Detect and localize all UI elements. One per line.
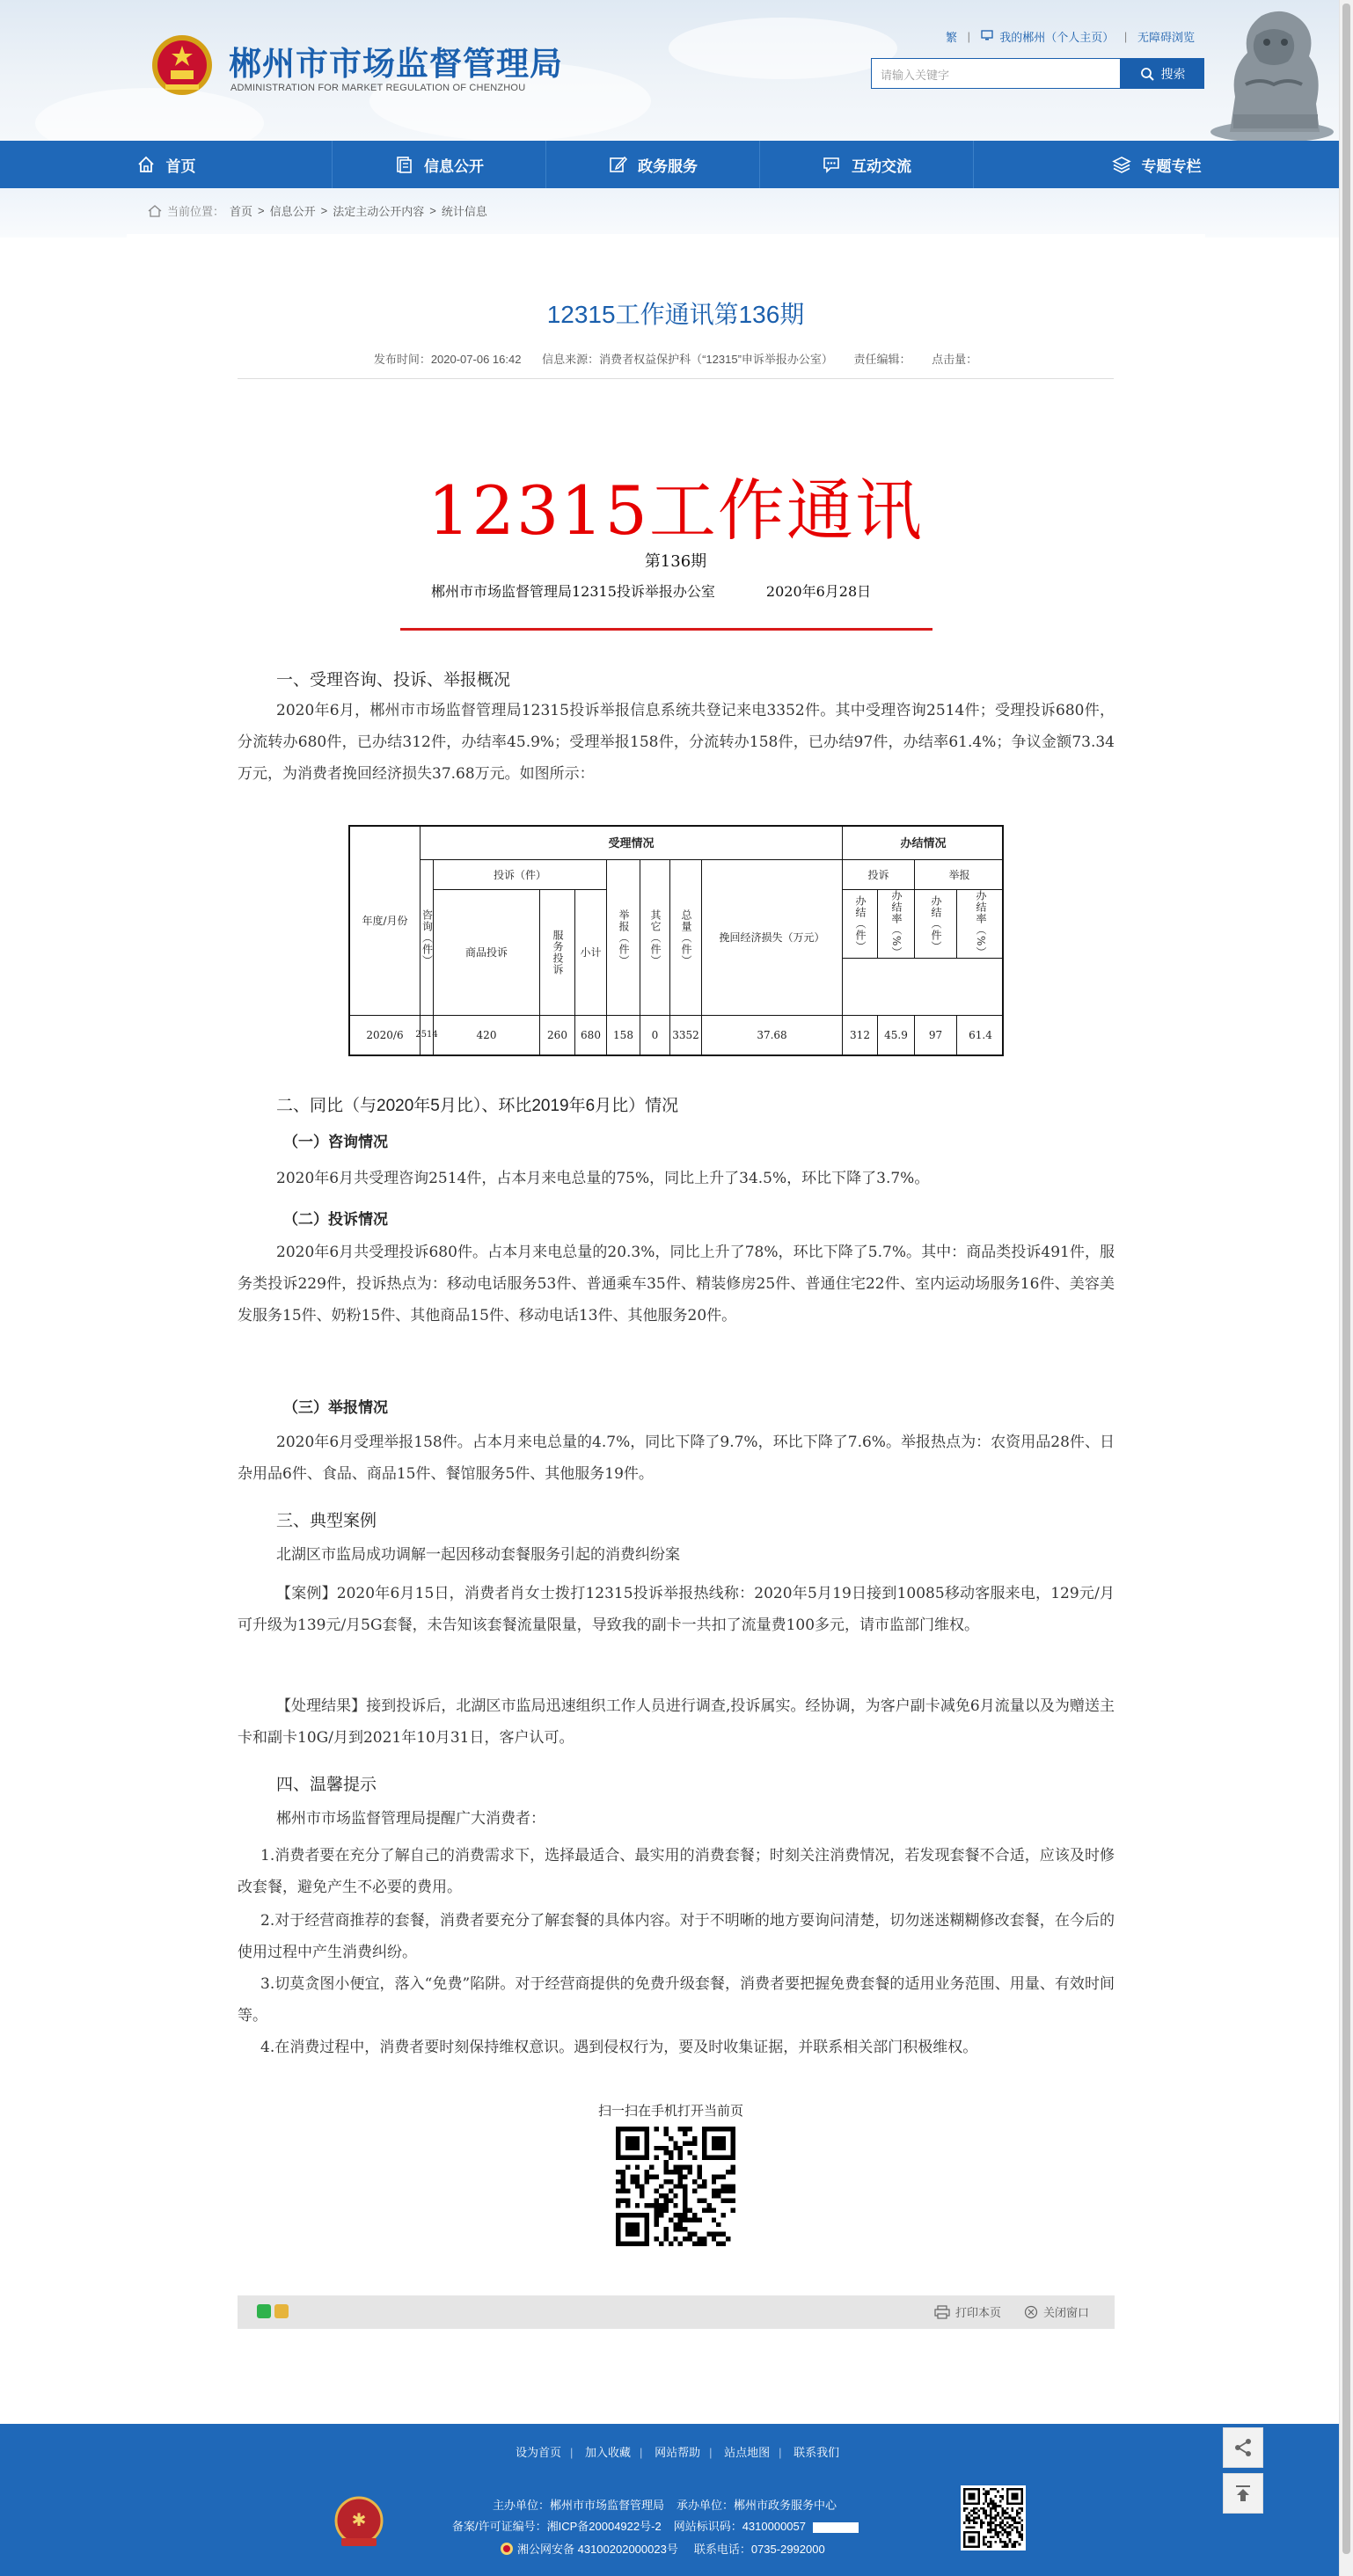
footer-qr-code [961, 2485, 1026, 2550]
scrollbar-thumb[interactable] [1342, 4, 1350, 2554]
back-to-top-button[interactable] [1223, 2473, 1263, 2514]
th-service: 服务投诉 [540, 890, 575, 1016]
th-goods: 商品投诉 [434, 890, 540, 1016]
section-3-heading: 三、典型案例 [276, 1512, 377, 1530]
breadcrumb-statutory[interactable]: 法定主动公开内容 [333, 205, 425, 218]
td-other: 0 [640, 1016, 670, 1054]
breadcrumb-statistics[interactable]: 统计信息 [441, 205, 487, 218]
meta-divider [238, 378, 1114, 379]
footer-sponsor-line [493, 2496, 837, 2513]
edit-icon [608, 155, 627, 174]
tip-item: 1.消费者要在充分了解自己的消费需求下，选择最适合、最实用的消费套餐；时刻关注消费情况，若发现套餐不合适，应该及时修改套餐，避免产生不必要的费用。 [238, 1847, 1115, 1896]
site-header [0, 0, 1339, 141]
my-chenzhou-link[interactable]: 我的郴州（个人主页） [999, 31, 1115, 44]
wechat-share-icon[interactable] [257, 2304, 271, 2318]
qr-caption: 扫一扫在手机打开当前页 [598, 2104, 744, 2119]
footer-link-help[interactable]: 网站帮助 [655, 2446, 701, 2459]
th-complaint-done-rate: 办结率（%） [878, 890, 915, 959]
footer-qr-code-icon [963, 2488, 1023, 2548]
close-window-button[interactable]: 关闭窗口 [1024, 2303, 1089, 2320]
section-4-heading: 四、温馨提示 [276, 1776, 377, 1794]
printer-icon [934, 2305, 950, 2319]
breadcrumb: 当前位置： 首页 > 信息公开 > 法定主动公开内容 > 统计信息 [148, 202, 487, 219]
home-small-icon [148, 205, 162, 217]
td-period: 2020/6 [350, 1016, 421, 1054]
hits: 点击量： [932, 353, 978, 366]
td-total: 3352 [670, 1016, 702, 1054]
publish-time: 发布时间：2020-07-06 16:42 [373, 353, 522, 366]
site-subtitle: ADMINISTRATION FOR MARKET REGULATION OF CHENZHOU [230, 83, 526, 93]
section-2-2-paragraph: 2020年6月共受理投诉680件。占本月来电总量的20.3%，同比上升了78%，环比下降了5.7%。其中：商品类投诉491件，服务类投诉229件，投诉热点为：移动电话服务53件、普通乘车35件、精装修房25件、普通住宅22件、室内运动场服务16件、美容美发服务15件、奶粉15件、其他商品15件、移动电话13件、其他服务20件。 [238, 1244, 1115, 1324]
th-done-complaint: 投诉 [843, 860, 915, 890]
th-complaint-done-count: 办结（件） [843, 890, 878, 959]
statistics-table [348, 825, 1004, 1056]
weibo-share-icon[interactable] [274, 2304, 289, 2318]
td-consult: 2514 [421, 1016, 434, 1054]
td-report-done: 97 [915, 1016, 957, 1054]
share-float-button[interactable] [1223, 2427, 1263, 2468]
svg-text:✱: ✱ [351, 2509, 367, 2530]
footer-site-code: 网站标识码：4310000057 [673, 2520, 806, 2533]
footer-police-line [500, 2540, 825, 2557]
footer-link-sitemap[interactable]: 站点地图 [724, 2446, 771, 2459]
search-button[interactable] [1121, 58, 1204, 89]
breadcrumb-prefix: 当前位置： [167, 205, 225, 218]
accessibility-link[interactable]: 无障碍浏览 [1137, 31, 1195, 44]
traditional-chinese-link[interactable]: 繁 [946, 31, 958, 44]
nav-interaction[interactable]: 互动交流 [760, 141, 974, 188]
section-2-heading: 二、同比（与2020年5月比）、环比2019年6月比）情况 [276, 1097, 679, 1115]
th-period: 年度/月份 [350, 827, 421, 1016]
td-complaint-done: 312 [843, 1016, 878, 1054]
issue-date: 2020年6月28日 [765, 583, 872, 600]
footer-organizer: 承办单位：郴州市政务服务中心 [676, 2499, 837, 2512]
td-complaint-rate: 45.9 [878, 1016, 915, 1054]
th-done-report: 举报 [915, 860, 1004, 890]
tips-intro: 郴州市市场监督管理局提醒广大消费者： [276, 1810, 545, 1828]
layers-icon [1112, 155, 1131, 174]
th-subtotal: 小计 [575, 890, 607, 1016]
breadcrumb-home[interactable]: 首页 [230, 205, 253, 218]
red-divider [400, 628, 932, 631]
document-icon [394, 155, 413, 174]
nav-info-disclosure[interactable]: 信息公开 [333, 141, 546, 188]
footer-phone: 联系电话：0735-2992000 [693, 2543, 825, 2556]
case-title: 北湖区市监局成功调解一起因移动套餐服务引起的消费纠纷案 [276, 1546, 680, 1564]
top-links: 繁 | 我的郴州（个人主页） | 无障碍浏览 [946, 30, 1195, 44]
page-scrollbar[interactable] [1339, 0, 1353, 2576]
search-button-label: 搜索 [1160, 66, 1186, 81]
th-report-done-count: 办结（件） [915, 890, 957, 959]
case-result: 【处理结果】接到投诉后，北湖区市监局迅速组织工作人员进行调查,投诉属实。经协调，为客户副卡减免6月流量以及为赠送主卡和副卡10G/月到2021年10月31日，客户认可。 [238, 1697, 1115, 1747]
td-report-rate: 61.4 [969, 1029, 992, 1041]
editor: 责任编辑： [853, 353, 911, 366]
article-meta [238, 350, 1114, 367]
breadcrumb-info-disclosure[interactable]: 信息公开 [269, 205, 316, 218]
search-icon [1140, 67, 1154, 81]
footer-icp[interactable]: 备案/许可证编号：湘ICP备20004922号-2 [452, 2520, 662, 2533]
tip-item: 4.在消费过程中，消费者要时刻保持维权意识。遇到侵权行为，要及时收集证据，并联系相关部门积极维权。 [260, 2039, 978, 2056]
info-source: 信息来源：消费者权益保护科（“12315”申诉举报办公室） [542, 353, 833, 366]
article-title: 12315工作通讯第136期 [546, 301, 805, 328]
main-nav [0, 141, 1339, 188]
qr-code-icon [616, 2127, 735, 2246]
th-total: 总量（件） [670, 860, 702, 1016]
gov-error-badge-icon[interactable] [331, 2494, 387, 2549]
monitor-icon [981, 30, 993, 43]
footer-link-homepage[interactable]: 设为首页 [516, 2446, 562, 2459]
footer-police[interactable]: 湘公网安备 43100202000023号 [517, 2543, 678, 2556]
issue-number: 第136期 [644, 552, 707, 571]
section-2-1-heading: （一）咨询情况 [283, 1134, 388, 1151]
td-service: 260 [540, 1016, 575, 1054]
share-icon [1232, 2437, 1254, 2458]
th-recover: 挽回经济损失（万元） [702, 860, 843, 1016]
section-1-heading: 一、受理咨询、投诉、举报概况 [276, 671, 511, 690]
th-other: 其它（件） [640, 860, 670, 1016]
footer-link-favorite[interactable]: 加入收藏 [585, 2446, 632, 2459]
close-icon [1024, 2305, 1038, 2319]
issuing-office-line [431, 580, 871, 601]
tip-item: 3.切莫贪图小便宜，落入“免费”陷阱。对于经营商提供的免费升级套餐，消费者要把握免费套餐的适用业务范围、用量、有效时间等。 [238, 1975, 1115, 2025]
th-report: 举报（件） [607, 860, 640, 1016]
site-title: 郴州市市场监督管理局 [229, 46, 563, 82]
th-accept: 受理情况 [421, 827, 843, 860]
print-button[interactable]: 打印本页 [934, 2303, 1001, 2320]
section-2-1-paragraph: 2020年6月共受理咨询2514件，占本月来电总量的75%，同比上升了34.5%，环比下降了3.7%。 [276, 1170, 930, 1187]
issuing-office: 郴州市市场监督管理局12315投诉举报办公室 [431, 583, 715, 600]
dns-badge-icon [813, 2522, 859, 2533]
share-icons [257, 2304, 289, 2318]
tip-item: 2.对于经营商推荐的套餐，消费者要充分了解套餐的具体内容。对于不明晰的地方要询问清楚，切勿迷迷糊糊修改套餐，在今后的使用过程中产生消费纠纷。 [238, 1912, 1115, 1961]
chat-icon [822, 155, 841, 174]
nav-home[interactable]: 首页 [0, 141, 333, 188]
police-badge-icon [500, 2542, 514, 2556]
newsletter-masthead: 12315工作通讯 [428, 471, 924, 550]
td-goods: 420 [434, 1016, 540, 1054]
section-2-3-paragraph: 2020年6月受理举报158件。占本月来电总量的4.7%，同比下降了9.7%，环比下降了7.6%。举报热点为：农资用品28件、日杂用品6件、食品、商品15件、餐馆服务5件、其他服务19件。 [238, 1434, 1115, 1483]
td-report: 158 [607, 1016, 640, 1054]
section-1-paragraph: 2020年6月，郴州市市场监督管理局12315投诉举报信息系统共登记来电3352件。其中受理咨询2514件；受理投诉680件，分流转办680件，已办结312件，办结率45.9%；受理举报158件，分流转办158件，已办结97件，办结率61.4%；争议金额73.34万元，为消费者挽回经济损失37.68万元。如图所示： [238, 702, 1115, 783]
case-description: 【案例】2020年6月15日，消费者肖女士拨打12315投诉举报热线称：2020年5月19日接到10085移动客服来电，129元/月可升级为139元/月5G套餐，未告知该套餐流量限量，导致我的副卡一共扣了流量费100多元，请市监部门维权。 [238, 1585, 1115, 1634]
th-consult: 咨询（件） [421, 860, 434, 1016]
nav-special-topics[interactable]: 专题专栏 [974, 141, 1339, 188]
th-done: 办结情况 [843, 827, 1004, 860]
stone-lion-icon [1203, 0, 1339, 141]
th-report-done-rate: 办结率（%） [957, 890, 1004, 959]
footer-sponsor: 主办单位：郴州市市场监督管理局 [493, 2499, 665, 2512]
nav-gov-services[interactable]: 政务服务 [546, 141, 760, 188]
footer-icp-line [452, 2517, 859, 2534]
national-emblem-icon [150, 30, 215, 99]
td-recover: 37.68 [702, 1016, 843, 1054]
search-input[interactable]: 请输入关键字 [871, 58, 1121, 89]
td-subtotal: 680 [575, 1016, 607, 1054]
home-icon [136, 155, 156, 174]
footer-links: 设为首页 | 加入收藏 | 网站帮助 | 站点地图 | 联系我们 [516, 2446, 840, 2459]
th-complaint: 投诉（件） [434, 860, 607, 890]
section-2-3-heading: （三）举报情况 [283, 1399, 388, 1417]
section-2-2-heading: （二）投诉情况 [283, 1211, 388, 1229]
back-to-top-icon [1232, 2483, 1254, 2504]
footer-link-contact[interactable]: 联系我们 [794, 2446, 840, 2459]
